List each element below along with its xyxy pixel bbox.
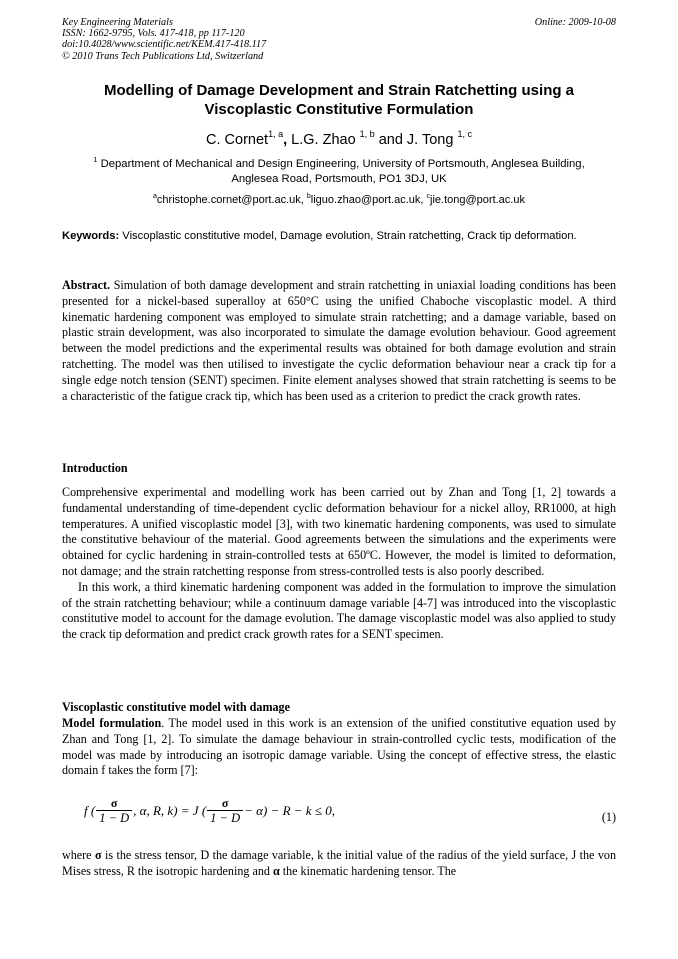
fraction-2-denominator: 1 − D	[207, 810, 243, 826]
author-3-affil: 1, c	[457, 129, 472, 139]
email-b-marker: b	[306, 193, 311, 200]
author-3: and J. Tong	[374, 132, 458, 148]
abstract-label: Abstract.	[62, 278, 111, 292]
introduction-heading: Introduction	[62, 461, 128, 475]
introduction-paragraph-1: Comprehensive experimental and modelling work has been carried out by Zhan and Tong [1, 2] towards a fundamental understanding of time-dependent cyclic deformation behaviour for a nickel alloy, RR1000, at high temperatures. A unified viscoplastic model [3], with two kinematic hardening components, was used to simulate the constitutive behaviour of the material. Good agreements between the simulations and the experiments were obtained for cyclic hardening in strain-controlled tests at 650ºC. However, the model is limited to deformation, not damage; and the strain ratchetting response from stress-controlled tests is also poorly described.	[62, 485, 616, 578]
introduction-paragraph-2: In this work, a third kinematic hardening component was added in the formulation to improve the simulation of the strain ratchetting behaviour; while a continuum damage variable [4-7] was introduced into the viscoplastic constitutive model to account for the damage evolution. The damage viscoplastic model was also applied to study the crack tip deformation and predict crack growth rates for a SENT specimen.	[62, 579, 616, 642]
affiliation	[62, 157, 616, 187]
equation-middle: , α, R, k) = J (	[133, 803, 207, 818]
author-list	[62, 131, 616, 149]
copyright-line: © 2010 Trans Tech Publications Ltd, Switzerland	[62, 50, 264, 62]
fraction-2-numerator: σ	[221, 796, 229, 810]
model-subheading: Model formulation	[62, 716, 162, 730]
introduction-body	[62, 485, 616, 643]
model-formulation-text: . The model used in this work is an extension of the unified constitutive equation used by Zhan and Tong [1, 2]. To simulate the damage behaviour in strain-controlled cyclic tests, modification of the model was made by introducing an isotropic damage variable. Using the concept of effective stress, the elastic domain f takes the form [7]:	[62, 716, 616, 778]
equation-number: (1)	[601, 810, 616, 824]
explanation-text-2: is the stress tensor, D the damage variable, k the initial value of the radius of the yield surface, J the von Mises stress, R the isotropic hardening and	[62, 848, 616, 878]
email-c[interactable]: jie.tong@port.ac.uk	[430, 194, 525, 206]
alpha-symbol: α	[272, 863, 280, 878]
equation-fraction-2	[207, 796, 243, 826]
journal-name: Key Engineering Materials	[62, 17, 173, 28]
explanation-text-3: the kinematic hardening tensor. The	[279, 863, 457, 878]
affiliation-line-2: Anglesea Road, Portsmouth, PO1 3DJ, UK	[231, 173, 447, 185]
author-2-affil: 1, b	[359, 129, 375, 139]
fraction-1-denominator: 1 − D	[96, 810, 132, 826]
abstract	[62, 278, 616, 404]
email-a-marker: a	[153, 193, 157, 200]
paper-title	[62, 81, 616, 119]
author-emails	[62, 193, 616, 207]
affiliation-marker: 1	[93, 155, 98, 164]
equation-1	[84, 796, 335, 826]
model-formulation	[62, 716, 616, 779]
abstract-text: Simulation of both damage development and strain ratchetting in uniaxial loading conditions has been presented for a nickel-based superalloy at 650°C using the unified Chaboche viscoplastic model. A third kinematic hardening component was employed to simulate strain ratchetting; and a damage variable, based on plastic strain development, was also incorporated to simulate the damage evolution behaviour. Good agreement between the model predictions and the experimental results was obtained for both damage evolution and strain ratchetting. The model was then utilised to investigate the cyclic deformation behaviour near a crack tip for a single edge notch tension (SENT) specimen. Finite element analyses showed that strain ratchetting is seems to be a characteristic of the fatigue crack tip, which has been used as a criterion to predict the crack growth rates.	[62, 278, 616, 403]
sigma-symbol: σ	[94, 848, 102, 862]
email-a[interactable]: christophe.cornet@port.ac.uk,	[156, 194, 307, 206]
email-b[interactable]: liguo.zhao@port.ac.uk,	[310, 194, 427, 206]
author-1-affil: 1, a	[268, 129, 284, 139]
doi-line: doi:10.4028/www.scientific.net/KEM.417-418.117	[62, 39, 267, 51]
title-line-2: Viscoplastic Constitutive Formulation	[204, 101, 474, 118]
equation-f: f (	[84, 803, 96, 818]
explanation-text-1: where	[62, 848, 95, 862]
equation-comma: ,	[331, 803, 335, 818]
title-line-1: Modelling of Damage Development and Strain Ratchetting using a	[103, 82, 575, 99]
equation-tail: − α) − R − k ≤ 0	[244, 803, 332, 818]
equation-fraction-1	[96, 796, 132, 826]
keywords	[62, 229, 616, 244]
keywords-label: Keywords:	[62, 230, 120, 242]
issn-line: ISSN: 1662-9795, Vols. 417-418, pp 117-120	[62, 28, 245, 40]
fraction-1-numerator: σ	[110, 796, 118, 810]
equation-explanation	[62, 848, 616, 880]
author-2: L.G. Zhao	[287, 132, 360, 148]
keywords-text: Viscoplastic constitutive model, Damage evolution, Strain ratchetting, Crack tip deformation.	[119, 230, 577, 242]
model-section-heading: Viscoplastic constitutive model with damage	[62, 700, 290, 714]
author-1: C. Cornet	[206, 132, 269, 148]
journal-header	[62, 17, 266, 62]
author-separator: ,	[283, 132, 288, 148]
online-date: Online: 2009-10-08	[534, 17, 616, 28]
affiliation-line-1: Department of Mechanical and Design Engineering, University of Portsmouth, Anglesea Building,	[97, 158, 585, 170]
email-c-marker: c	[426, 193, 431, 200]
